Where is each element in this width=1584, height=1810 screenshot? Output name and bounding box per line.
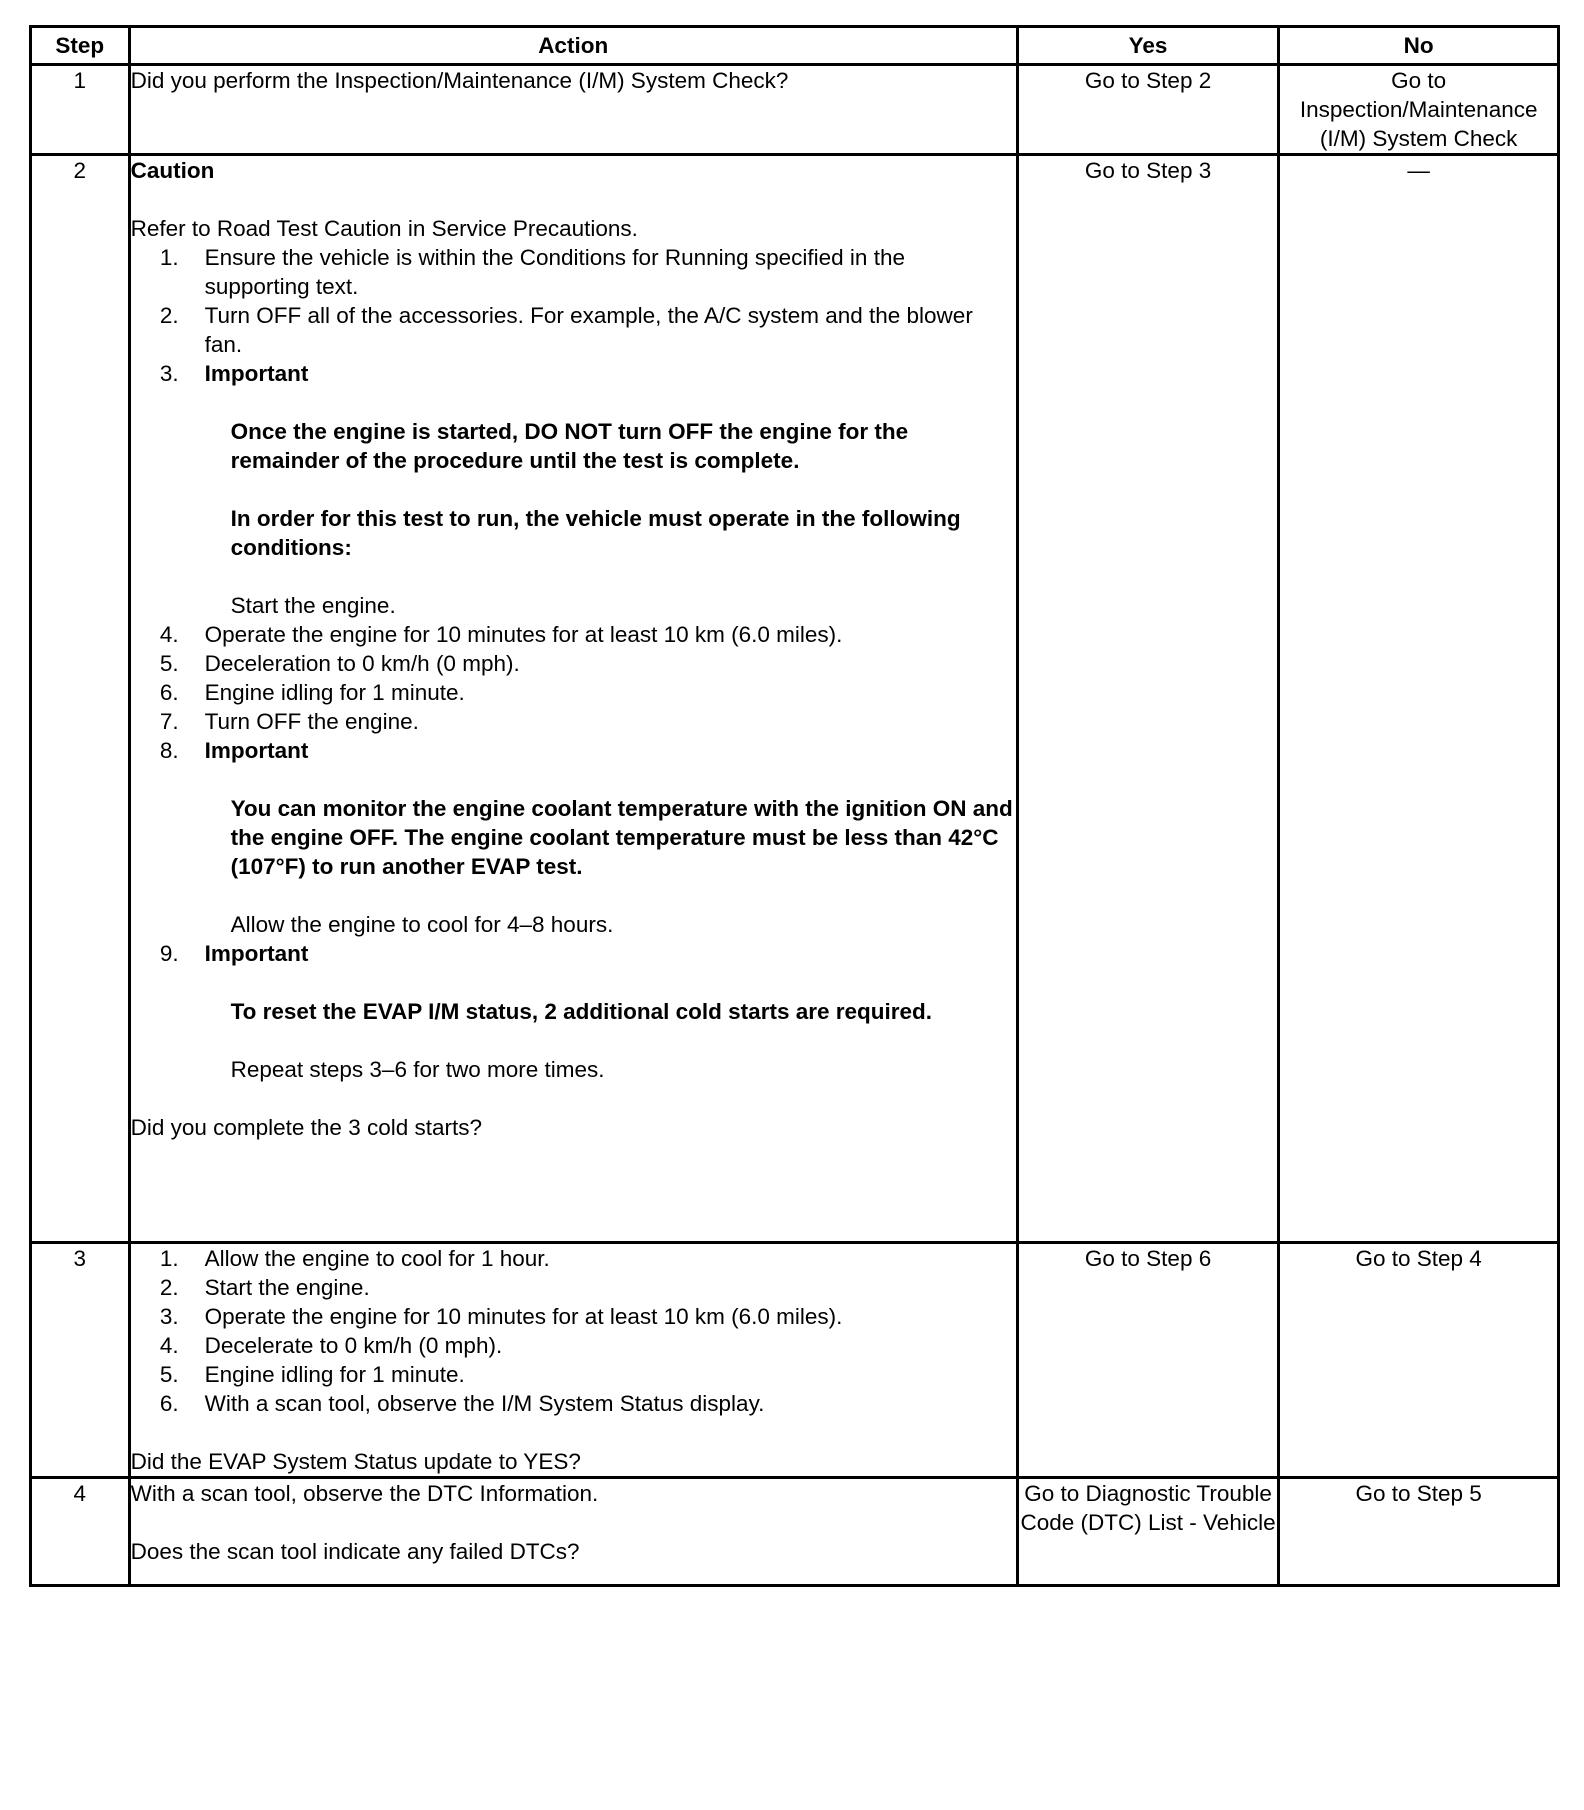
important-note: To reset the EVAP I/M status, 2 additional cold starts are required. (230, 999, 933, 1024)
action-question: Did you complete the 3 cold starts? (130, 1115, 483, 1140)
instruction-text: Repeat steps 3–6 for two more times. (230, 1057, 605, 1082)
list-item (131, 1389, 1016, 1418)
action-cell (129, 1243, 1017, 1478)
table-row-step-1 (31, 65, 1559, 155)
important-note: Once the engine is started, DO NOT turn OFF the engine for the remainder of the procedure until the test is complete. (230, 419, 909, 473)
caution-text: Refer to Road Test Caution in Service Precautions. (130, 216, 638, 241)
procedure-list (131, 939, 1016, 968)
list-item (131, 1273, 1016, 1302)
list-item (131, 1244, 1016, 1273)
list-item (131, 1360, 1016, 1389)
no-cell: Go to Step 5 (1279, 1478, 1559, 1586)
list-item-number: 5. (159, 1362, 179, 1387)
step-number: 3 (31, 1243, 130, 1478)
list-item-number: 6. (159, 680, 179, 705)
procedure-list (131, 243, 1016, 388)
list-item-text: With a scan tool, observe the I/M System Status display. (204, 1391, 765, 1416)
yes-cell: Go to Step 6 (1017, 1243, 1279, 1478)
table-header-row (31, 27, 1559, 65)
list-item-number: 9. (159, 941, 179, 966)
action-intro: With a scan tool, observe the DTC Information. (130, 1481, 599, 1506)
important-label: Important (204, 941, 309, 966)
important-note: In order for this test to run, the vehicle must operate in the following conditions: (230, 506, 961, 560)
list-item-text: Operate the engine for 10 minutes for at least 10 km (6.0 miles). (204, 622, 843, 647)
list-item-number: 2. (159, 303, 179, 328)
list-item-text: Start the engine. (204, 1275, 370, 1300)
no-cell: — (1279, 155, 1559, 1243)
action-cell (129, 155, 1017, 1243)
yes-cell: Go to Diagnostic Trouble Code (DTC) List - Vehicle (1017, 1478, 1279, 1586)
action-cell (129, 65, 1017, 155)
table-row-step-3 (31, 1243, 1559, 1478)
yes-cell: Go to Step 2 (1017, 65, 1279, 155)
list-item (131, 736, 1016, 765)
action-cell (129, 1478, 1017, 1586)
action-question: Does the scan tool indicate any failed DTCs? (130, 1539, 580, 1564)
list-item-number: 2. (159, 1275, 179, 1300)
step-number: 4 (31, 1478, 130, 1586)
list-item (131, 1331, 1016, 1360)
step-number: 2 (31, 155, 130, 1243)
diagnostic-table (29, 25, 1560, 1587)
list-item-text: Ensure the vehicle is within the Conditions for Running specified in the supporting text. (204, 245, 905, 299)
list-item-text: Operate the engine for 10 minutes for at least 10 km (6.0 miles). (204, 1304, 843, 1329)
list-item-text: Decelerate to 0 km/h (0 mph). (204, 1333, 503, 1358)
list-item-text: Engine idling for 1 minute. (204, 1362, 465, 1387)
caution-label: Caution (130, 158, 215, 183)
table-row-step-4 (31, 1478, 1559, 1586)
yes-cell: Go to Step 3 (1017, 155, 1279, 1243)
list-item-text: Turn OFF the engine. (204, 709, 419, 734)
table-row-step-2 (31, 155, 1559, 1243)
list-item-number: 6. (159, 1391, 179, 1416)
header-action: Action (129, 27, 1017, 65)
list-item (131, 301, 1016, 359)
list-item-number: 7. (159, 709, 179, 734)
header-step: Step (31, 27, 130, 65)
list-item (131, 620, 1016, 649)
list-item (131, 707, 1016, 736)
list-item (131, 649, 1016, 678)
list-item-number: 3. (159, 361, 179, 386)
list-item-number: 3. (159, 1304, 179, 1329)
list-item-number: 8. (159, 738, 179, 763)
important-note: You can monitor the engine coolant temperature with the ignition ON and the engine OFF. The engine coolant temperature must be less than 42°C (107°F) to run another EVAP test. (230, 796, 1013, 879)
no-cell: Go to Inspection/Maintenance (I/M) System Check (1279, 65, 1559, 155)
list-item (131, 678, 1016, 707)
header-yes: Yes (1017, 27, 1279, 65)
list-item-number: 4. (159, 622, 179, 647)
list-item-number: 4. (159, 1333, 179, 1358)
list-item-number: 1. (159, 245, 179, 270)
important-label: Important (204, 738, 309, 763)
list-item-text: Turn OFF all of the accessories. For example, the A/C system and the blower fan. (204, 303, 973, 357)
action-question: Did you perform the Inspection/Maintenance (I/M) System Check? (130, 68, 789, 93)
procedure-list (131, 620, 1016, 765)
procedure-list (131, 1244, 1016, 1418)
list-item (131, 939, 1016, 968)
list-item-number: 5. (159, 651, 179, 676)
list-item-number: 1. (159, 1246, 179, 1271)
list-item-text: Deceleration to 0 km/h (0 mph). (204, 651, 520, 676)
list-item (131, 1302, 1016, 1331)
instruction-text: Allow the engine to cool for 4–8 hours. (230, 912, 614, 937)
list-item-text: Allow the engine to cool for 1 hour. (204, 1246, 550, 1271)
header-no: No (1279, 27, 1559, 65)
list-item (131, 243, 1016, 301)
list-item-text: Engine idling for 1 minute. (204, 680, 465, 705)
no-cell: Go to Step 4 (1279, 1243, 1559, 1478)
instruction-text: Start the engine. (230, 593, 396, 618)
step-number: 1 (31, 65, 130, 155)
list-item (131, 359, 1016, 388)
important-label: Important (204, 361, 309, 386)
action-question: Did the EVAP System Status update to YES? (130, 1449, 581, 1474)
